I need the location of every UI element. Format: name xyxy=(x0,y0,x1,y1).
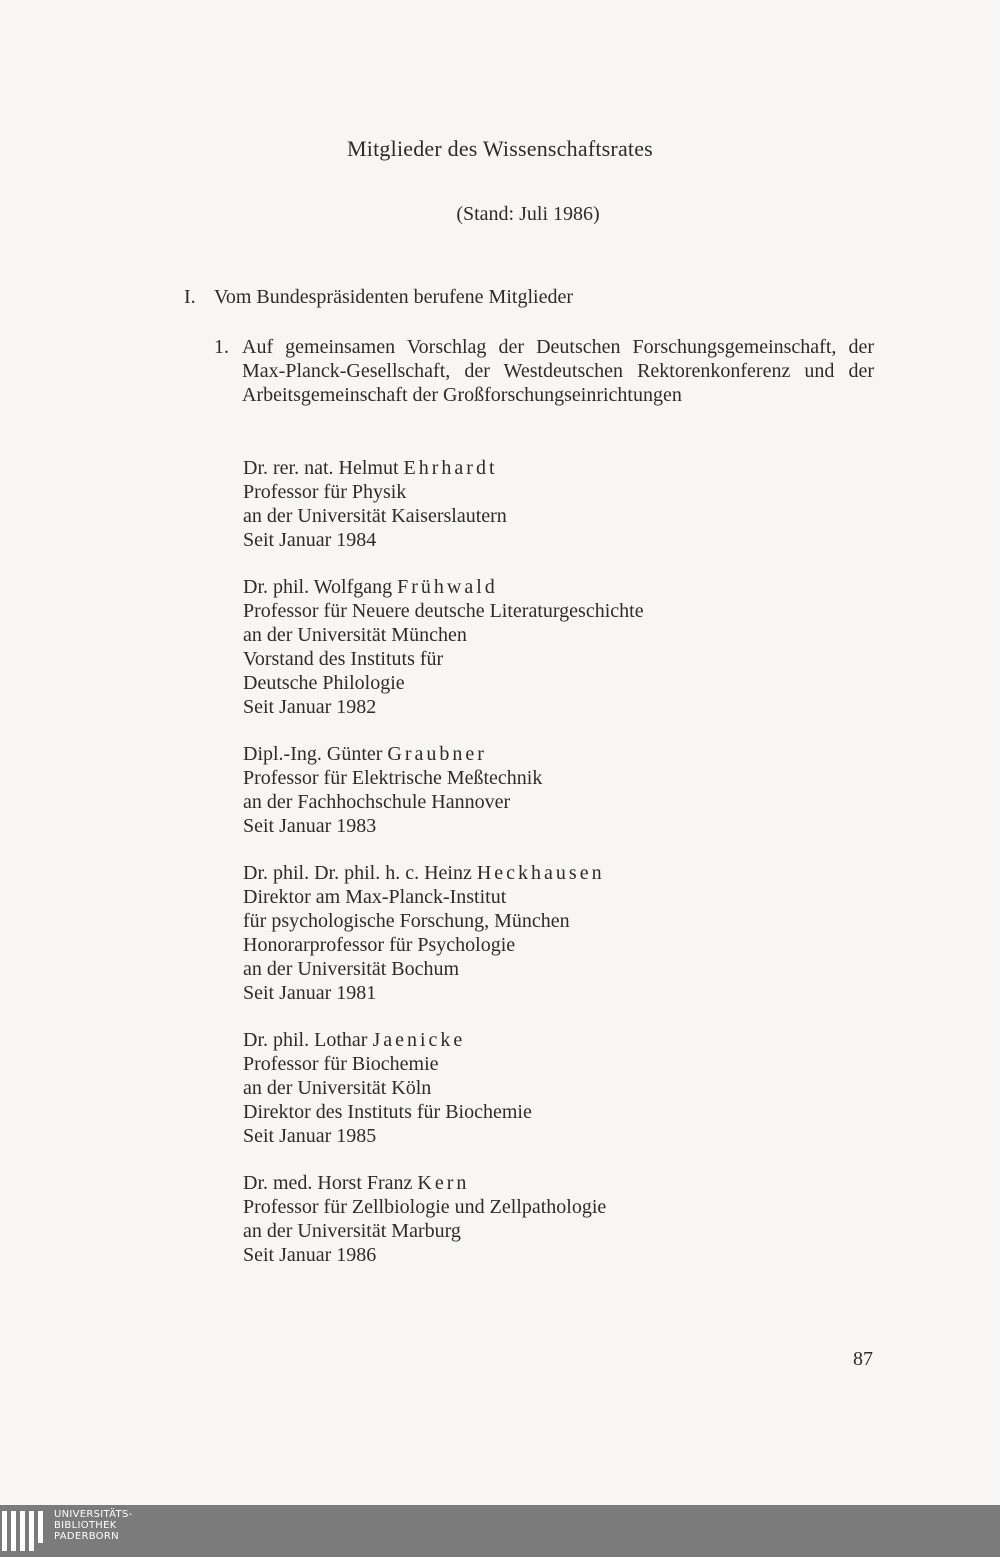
member-name xyxy=(243,456,883,480)
member-line: Seit Januar 1982 xyxy=(243,696,377,718)
member-line: an der Fachhochschule Hannover xyxy=(243,791,511,813)
member-name-prefix: Dr. med. Horst Franz xyxy=(243,1172,418,1194)
member-name-prefix: Dipl.-Ing. Günter xyxy=(243,743,388,765)
member-line: Direktor des Instituts für Biochemie xyxy=(243,1101,532,1123)
section-label: Vom Bundespräsidenten berufene Mitglieder xyxy=(214,286,573,308)
member-line: Honorarprofessor für Psychologie xyxy=(243,934,516,956)
member-name xyxy=(243,1171,883,1195)
page-subtitle: (Stand: Juli 1986) xyxy=(456,203,600,225)
intro-paragraph xyxy=(214,335,874,407)
member-line: an der Universität Bochum xyxy=(243,958,460,980)
member-name xyxy=(243,861,883,885)
member-name xyxy=(243,575,883,599)
member-line: Professor für Elektrische Meßtechnik xyxy=(243,767,543,789)
member-line: Vorstand des Instituts für xyxy=(243,648,444,670)
member-name-prefix: Dr. phil. Dr. phil. h. c. Heinz xyxy=(243,862,477,884)
member-surname: Jaenicke xyxy=(372,1029,466,1051)
member-name-prefix: Dr. rer. nat. Helmut xyxy=(243,457,404,479)
member-line: Professor für Neuere deutsche Literaturgeschichte xyxy=(243,600,644,622)
intro-number: 1. xyxy=(214,336,229,358)
member-entry xyxy=(243,742,883,838)
member-line: Professor für Biochemie xyxy=(243,1053,439,1075)
member-entry xyxy=(243,456,883,552)
member-name-prefix: Dr. phil. Lothar xyxy=(243,1029,373,1051)
member-surname: Kern xyxy=(417,1172,470,1194)
member-name-prefix: Dr. phil. Wolfgang xyxy=(243,576,398,598)
logo-line: BIBLIOTHEK xyxy=(54,1520,117,1531)
member-line: Seit Januar 1984 xyxy=(243,529,377,551)
member-surname: Ehrhardt xyxy=(403,457,498,479)
intro-text: Auf gemeinsamen Vorschlag der Deutschen Forschungsgemeinschaft, der Max-Planck-Gesellschaft, der Westdeutschen Rektorenkonferenz und der Arbeitsgemeinschaft der Großforschungseinrichtungen xyxy=(242,336,874,406)
member-name xyxy=(243,742,883,766)
member-line: Deutsche Philologie xyxy=(243,672,405,694)
member-list xyxy=(243,456,883,1290)
member-surname: Frühwald xyxy=(397,576,498,598)
section-number: I. xyxy=(184,286,196,308)
member-line: an der Universität München xyxy=(243,624,467,646)
member-line: für psychologische Forschung, München xyxy=(243,910,570,932)
page-number: 87 xyxy=(853,1348,873,1370)
logo-line: PADERBORN xyxy=(54,1531,119,1542)
library-logo-text xyxy=(54,1509,133,1542)
library-footer xyxy=(0,1505,1000,1557)
member-entry xyxy=(243,1171,883,1267)
member-entry xyxy=(243,575,883,719)
member-line: Direktor am Max-Planck-Institut xyxy=(243,886,507,908)
member-surname: Heckhausen xyxy=(476,862,605,884)
member-line: Seit Januar 1986 xyxy=(243,1244,377,1266)
member-name xyxy=(243,1028,883,1052)
member-line: Professor für Physik xyxy=(243,481,407,503)
member-line: an der Universität Kaiserslautern xyxy=(243,505,507,527)
member-entry xyxy=(243,1028,883,1148)
section-heading xyxy=(184,286,573,309)
member-line: Seit Januar 1983 xyxy=(243,815,377,837)
logo-line: UNIVERSITÄTS- xyxy=(54,1509,133,1520)
member-line: Seit Januar 1981 xyxy=(243,982,377,1004)
member-line: Seit Januar 1985 xyxy=(243,1125,377,1147)
page-title: Mitglieder des Wissenschaftsrates xyxy=(347,136,653,161)
member-line: an der Universität Köln xyxy=(243,1077,432,1099)
member-line: an der Universität Marburg xyxy=(243,1220,461,1242)
member-entry xyxy=(243,861,883,1005)
member-line: Professor für Zellbiologie und Zellpathologie xyxy=(243,1196,607,1218)
member-surname: Graubner xyxy=(387,743,487,765)
